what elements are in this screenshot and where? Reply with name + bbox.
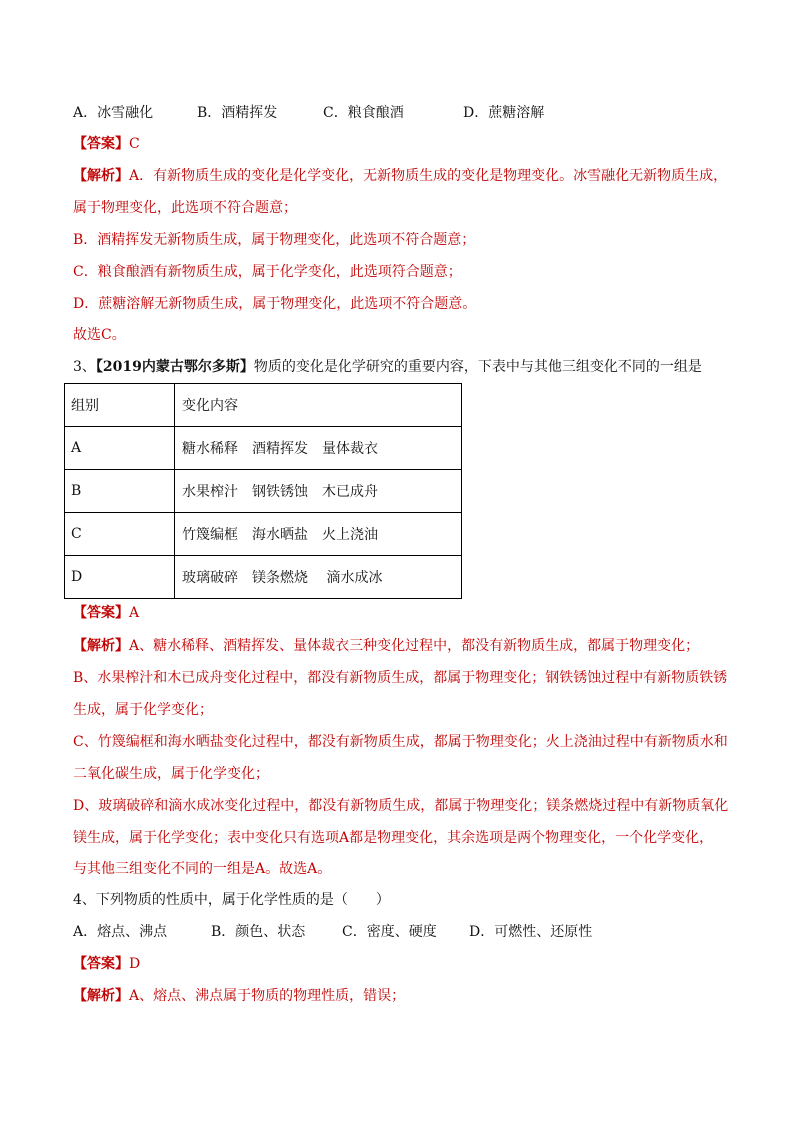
table-row xyxy=(65,470,462,513)
q4-analysis-line xyxy=(73,986,405,1006)
table-row xyxy=(65,513,462,556)
q4-option-a: A．熔点、沸点 xyxy=(73,924,168,940)
table-row xyxy=(65,427,462,470)
q2-analysis-line: B．酒精挥发无新物质生成，属于物理变化，此选项不符合题意； xyxy=(73,232,476,248)
q2-option-a: A．冰雪融化 xyxy=(73,105,154,121)
analysis-label: 【解析】 xyxy=(73,638,129,654)
content-cell: 竹篾编框 海水晒盐 火上浇油 xyxy=(175,513,462,556)
q2-analysis-line xyxy=(73,166,727,186)
group-cell: C xyxy=(65,513,175,556)
answer-label: 【答案】 xyxy=(73,956,129,972)
answer-value: D xyxy=(129,956,141,972)
answer-label: 【答案】 xyxy=(73,605,129,621)
change-table xyxy=(64,383,462,599)
content-cell: 玻璃破碎 镁条燃烧 滴水成冰 xyxy=(175,556,462,599)
content-cell: 糖水稀释 酒精挥发 量体裁衣 xyxy=(175,427,462,470)
q3-analysis-line: D、玻璃破碎和滴水成冰变化过程中，都没有新物质生成，都属于物理变化；镁条燃烧过程中有新物质氧化 xyxy=(73,798,729,814)
q3-stem-text: 物质的变化是化学研究的重要内容，下表中与其他三组变化不同的一组是 xyxy=(253,359,702,375)
header-group: 组别 xyxy=(65,384,175,427)
analysis-label: 【解析】 xyxy=(73,988,129,1004)
q3-answer xyxy=(73,603,139,623)
analysis-text: A．有新物质生成的变化是化学变化，无新物质生成的变化是物理变化。冰雪融化无新物质生成， xyxy=(129,168,728,184)
q3-analysis-line: C、竹篾编框和海水晒盐变化过程中，都没有新物质生成，都属于物理变化；火上浇油过程中有新物质水和 xyxy=(73,734,728,750)
q4-stem: 4、下列物质的性质中，属于化学性质的是（ ） xyxy=(73,892,390,908)
answer-label: 【答案】 xyxy=(73,136,129,152)
q3-analysis-line: 镁生成，属于化学变化；表中变化只有选项A都是物理变化，其余选项是两个物理变化，一个化学变化， xyxy=(73,830,714,846)
analysis-label: 【解析】 xyxy=(73,168,129,184)
group-cell: B xyxy=(65,470,175,513)
table-row xyxy=(65,556,462,599)
content-cell: 水果榨汁 钢铁锈蚀 木已成舟 xyxy=(175,470,462,513)
q2-analysis-line: D．蔗糖溶解无新物质生成，属于物理变化，此选项不符合题意。 xyxy=(73,296,477,312)
table-header-row xyxy=(65,384,462,427)
answer-value: C xyxy=(129,136,140,152)
q4-answer xyxy=(73,954,140,974)
analysis-text: A、熔点、沸点属于物质的物理性质，错误； xyxy=(129,988,406,1004)
analysis-text: A、糖水稀释、酒精挥发、量体裁衣三种变化过程中，都没有新物质生成，都属于物理变化； xyxy=(129,638,700,654)
q3-analysis-line: 生成，属于化学变化； xyxy=(73,702,213,718)
header-content: 变化内容 xyxy=(175,384,462,427)
q3-prefix: 3、 xyxy=(73,359,96,375)
q3-analysis-line xyxy=(73,636,699,656)
group-cell: D xyxy=(65,556,175,599)
group-cell: A xyxy=(65,427,175,470)
q2-conclusion: 故选C。 xyxy=(73,327,126,343)
answer-value: A xyxy=(129,605,140,621)
q4-option-c: C．密度、硬度 xyxy=(342,924,437,940)
q3-analysis-line: B、水果榨汁和木已成舟变化过程中，都没有新物质生成，都属于物理变化；钢铁锈蚀过程中有新物质铁锈 xyxy=(73,670,728,686)
q2-option-c: C．粮食酿酒 xyxy=(323,105,404,121)
q2-analysis-line: 属于物理变化，此选项不符合题意； xyxy=(73,200,297,216)
q3-analysis-line: 二氧化碳生成，属于化学变化； xyxy=(73,766,269,782)
q3-analysis-line: 与其他三组变化不同的一组是A。故选A。 xyxy=(73,861,332,877)
q4-option-b: B．颜色、状态 xyxy=(211,924,306,940)
q2-analysis-line: C．粮食酿酒有新物质生成，属于化学变化，此选项符合题意； xyxy=(73,264,462,280)
q2-option-d: D．蔗糖溶解 xyxy=(463,105,545,121)
q3-source-tag: 【2019内蒙古鄂尔多斯】 xyxy=(95,359,254,375)
q2-option-b: B．酒精挥发 xyxy=(197,105,278,121)
q4-option-d: D．可燃性、还原性 xyxy=(469,924,593,940)
q3-stem xyxy=(73,357,702,377)
q2-answer xyxy=(73,134,140,154)
